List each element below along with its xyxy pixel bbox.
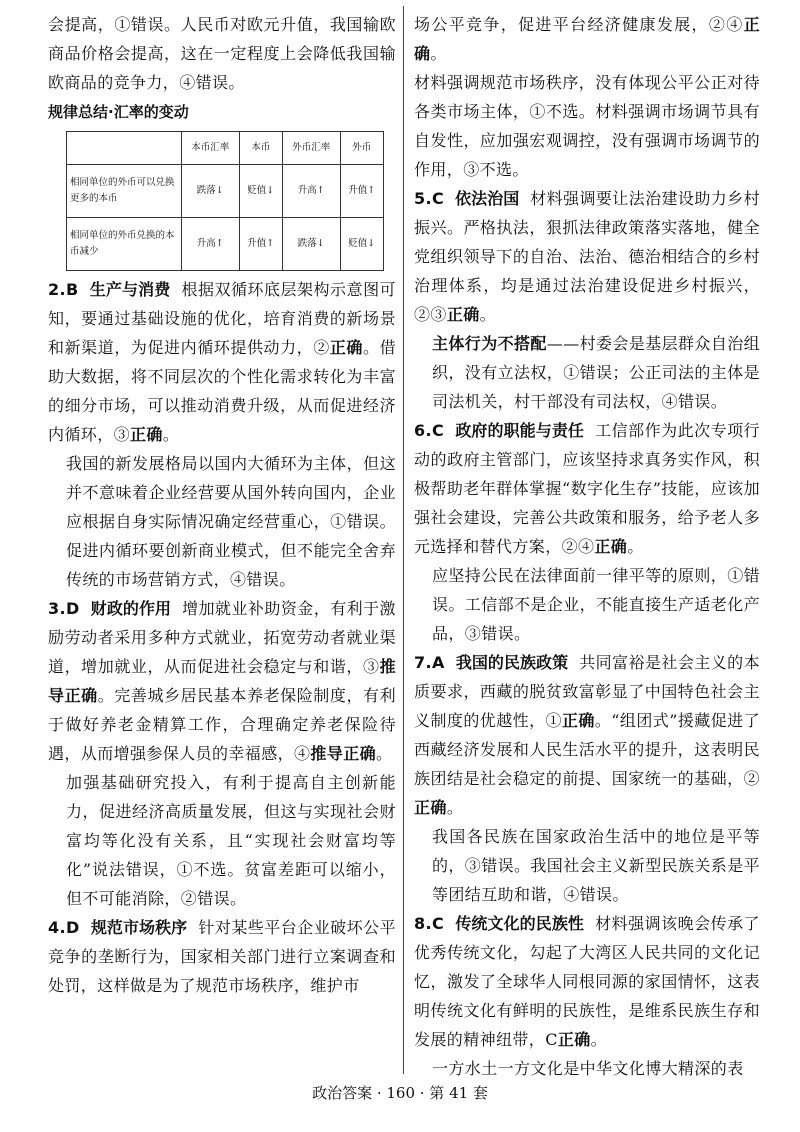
right-column — [414, 10, 760, 1083]
answer-5 — [414, 184, 760, 416]
answer-8-topic: 传统文化的民族性 — [455, 914, 585, 933]
rule-summary-title: 规律总结·汇率的变动 — [48, 103, 189, 121]
answer-4-text: 4.D 规范市场秩序 针对某些平台企业破坏公平竞争的垄断行为，国家相关部门进行立案调查和处罚，这样做是为了规范市场秩序，维护市 — [48, 918, 396, 995]
q4-analysis: 材料强调规范市场秩序，没有体现公平公正对待各类市场主体，①不选。材料强调市场调节具有自发性，应加强宏观调控，没有强调市场调节的作用，③不选。 — [414, 73, 760, 179]
answer-5-analysis: 主体行为不搭配——村委会是基层群众自治组织，没有立法权，①错误；公正司法的主体是司法机关，村干部没有司法权，④错误。 — [432, 334, 761, 411]
table-header-cell: 外币汇率 — [282, 132, 340, 165]
answer-5-topic: 依法治国 — [455, 189, 520, 208]
table-row-label: 相同单位的外币可以兑换更多的本币 — [67, 165, 182, 218]
answer-8-analysis: 一方水土一方文化是中华文化博大精深的表 — [432, 1059, 744, 1078]
table-cell: 跌落↓ — [282, 218, 340, 271]
answer-4 — [48, 913, 396, 1000]
answer-6-text: 6.C 政府的职能与责任 工信部作为此次专项行动的政府主管部门，应该坚持求真务实作风，积极帮助老年群体掌握“数字化生存”技能，应该加强社会建设，完善公共政策和服务，给予老人多元选择和替代方案，②④正确。 — [414, 421, 760, 556]
table-header-cell: 本币汇率 — [182, 132, 240, 165]
answer-8-number: 8.C — [414, 914, 445, 933]
answer-6 — [414, 416, 760, 648]
answer-6-number: 6.C — [414, 421, 445, 440]
answer-8-text: 8.C 传统文化的民族性 材料强调该晚会传承了优秀传统文化，勾起了大湾区人民共同的文化记忆，激发了全球华人同根同源的家国情怀，这表明传统文化有鲜明的民族性，是维系民族生存和发展的精神纽带，C正确。 — [414, 914, 760, 1049]
table-row — [67, 218, 384, 271]
answer-2-number: 2.B — [48, 280, 79, 299]
answer-7-text: 7.A 我国的民族政策 共同富裕是社会主义的本质要求，西藏的脱贫致富彰显了中国特色社会主义制度的优越性，①正确。“组团式”援藏促进了西藏经济发展和人民生活水平的提升，这表明民族团结是社会稳定的前提、国家统一的基础，②正确。 — [414, 653, 760, 817]
table-cell: 贬值↓ — [340, 218, 383, 271]
answer-7-analysis: 我国各民族在国家政治生活中的地位是平等的，③错误。我国社会主义新型民族关系是平等团结互助和谐，④错误。 — [432, 827, 761, 904]
table-header-cell: 本币 — [239, 132, 282, 165]
answer-7 — [414, 648, 760, 909]
table-cell: 升值↑ — [239, 218, 282, 271]
table-cell: 升高↑ — [282, 165, 340, 218]
answer-2-analysis: 我国的新发展格局以国内大循环为主体，但这并不意味着企业经营要从国外转向国内，企业应根据自身实际情况确定经营重心，①错误。促进内循环要创新商业模式，但不能完全舍弃传统的市场营销方式，④错误。 — [66, 454, 396, 589]
page-footer: 政治答案 · 160 · 第 41 套 — [312, 1084, 488, 1102]
answer-4-topic: 规范市场秩序 — [90, 918, 188, 937]
table-cell: 跌落↓ — [182, 165, 240, 218]
answer-6-topic: 政府的职能与责任 — [455, 421, 585, 440]
answer-2-topic: 生产与消费 — [89, 280, 171, 299]
column-divider — [403, 6, 404, 1074]
answer-4-number: 4.D — [48, 918, 80, 937]
table-header-row — [67, 132, 384, 165]
table-header-cell — [67, 132, 182, 165]
answer-3-text: 3.D 财政的作用 增加就业补助资金，有利于激励劳动者采用多种方式就业，拓宽劳动者就业渠道，增加就业，从而促进社会稳定与和谐，③推导正确。完善城乡居民基本养老保险制度，有利于做好养老金精算工作，合理确定养老保险待遇，从而增强参保人员的幸福感，④推导正确。 — [48, 599, 397, 763]
answer-7-topic: 我国的民族政策 — [455, 653, 569, 672]
table-header-cell: 外币 — [340, 132, 383, 165]
answer-6-analysis: 应坚持公民在法律面前一律平等的原则，①错误。工信部不是企业，不能直接生产适老化产品，③错误。 — [432, 566, 761, 643]
table-cell: 升高↑ — [182, 218, 240, 271]
left-column — [48, 10, 396, 1000]
answer-2-text: 2.B 生产与消费 根据双循环底层架构示意图可知，要通过基础设施的优化，培育消费的新场景和新渠道，为促进内循环提供动力，②正确。借助大数据，将不同层次的个性化需求转化为丰富的细分市场，可以推动消费升级，从而促进经济内循环，③正确。 — [48, 280, 396, 444]
answer-8 — [414, 909, 760, 1083]
answer-3-number: 3.D — [48, 599, 80, 618]
exchange-rate-table — [66, 131, 384, 271]
q1-continuation: 会提高，①错误。人民币对欧元升值，我国输欧商品价格会提高，这在一定程度上会降低我国输欧商品的竞争力，④错误。 — [48, 15, 396, 92]
answer-5-number: 5.C — [414, 189, 445, 208]
q4-continuation: 场公平竞争，促进平台经济健康发展，②④正确。 — [414, 15, 760, 63]
answer-3 — [48, 594, 396, 913]
table-cell: 贬值↓ — [239, 165, 282, 218]
answer-3-analysis: 加强基础研究投入，有利于提高自主创新能力，促进经济高质量发展，但这与实现社会财富均等化没有关系，且“实现社会财富均等化”说法错误，①不选。贫富差距可以缩小，但不可能消除，②错误。 — [66, 773, 396, 908]
answer-7-number: 7.A — [414, 653, 445, 672]
table-cell: 升值↑ — [340, 165, 383, 218]
answer-3-topic: 财政的作用 — [90, 599, 172, 618]
answer-5-text: 5.C 依法治国 材料强调要让法治建设助力乡村振兴。严格执法，狠抓法律政策落实落地，健全党组织领导下的自治、法治、德治相结合的乡村治理体系，均是通过法治建设促进乡村振兴，②③正确。 — [414, 189, 760, 324]
table-row — [67, 165, 384, 218]
answer-2 — [48, 275, 396, 594]
table-row-label: 相同单位的外币兑换的本币减少 — [67, 218, 182, 271]
